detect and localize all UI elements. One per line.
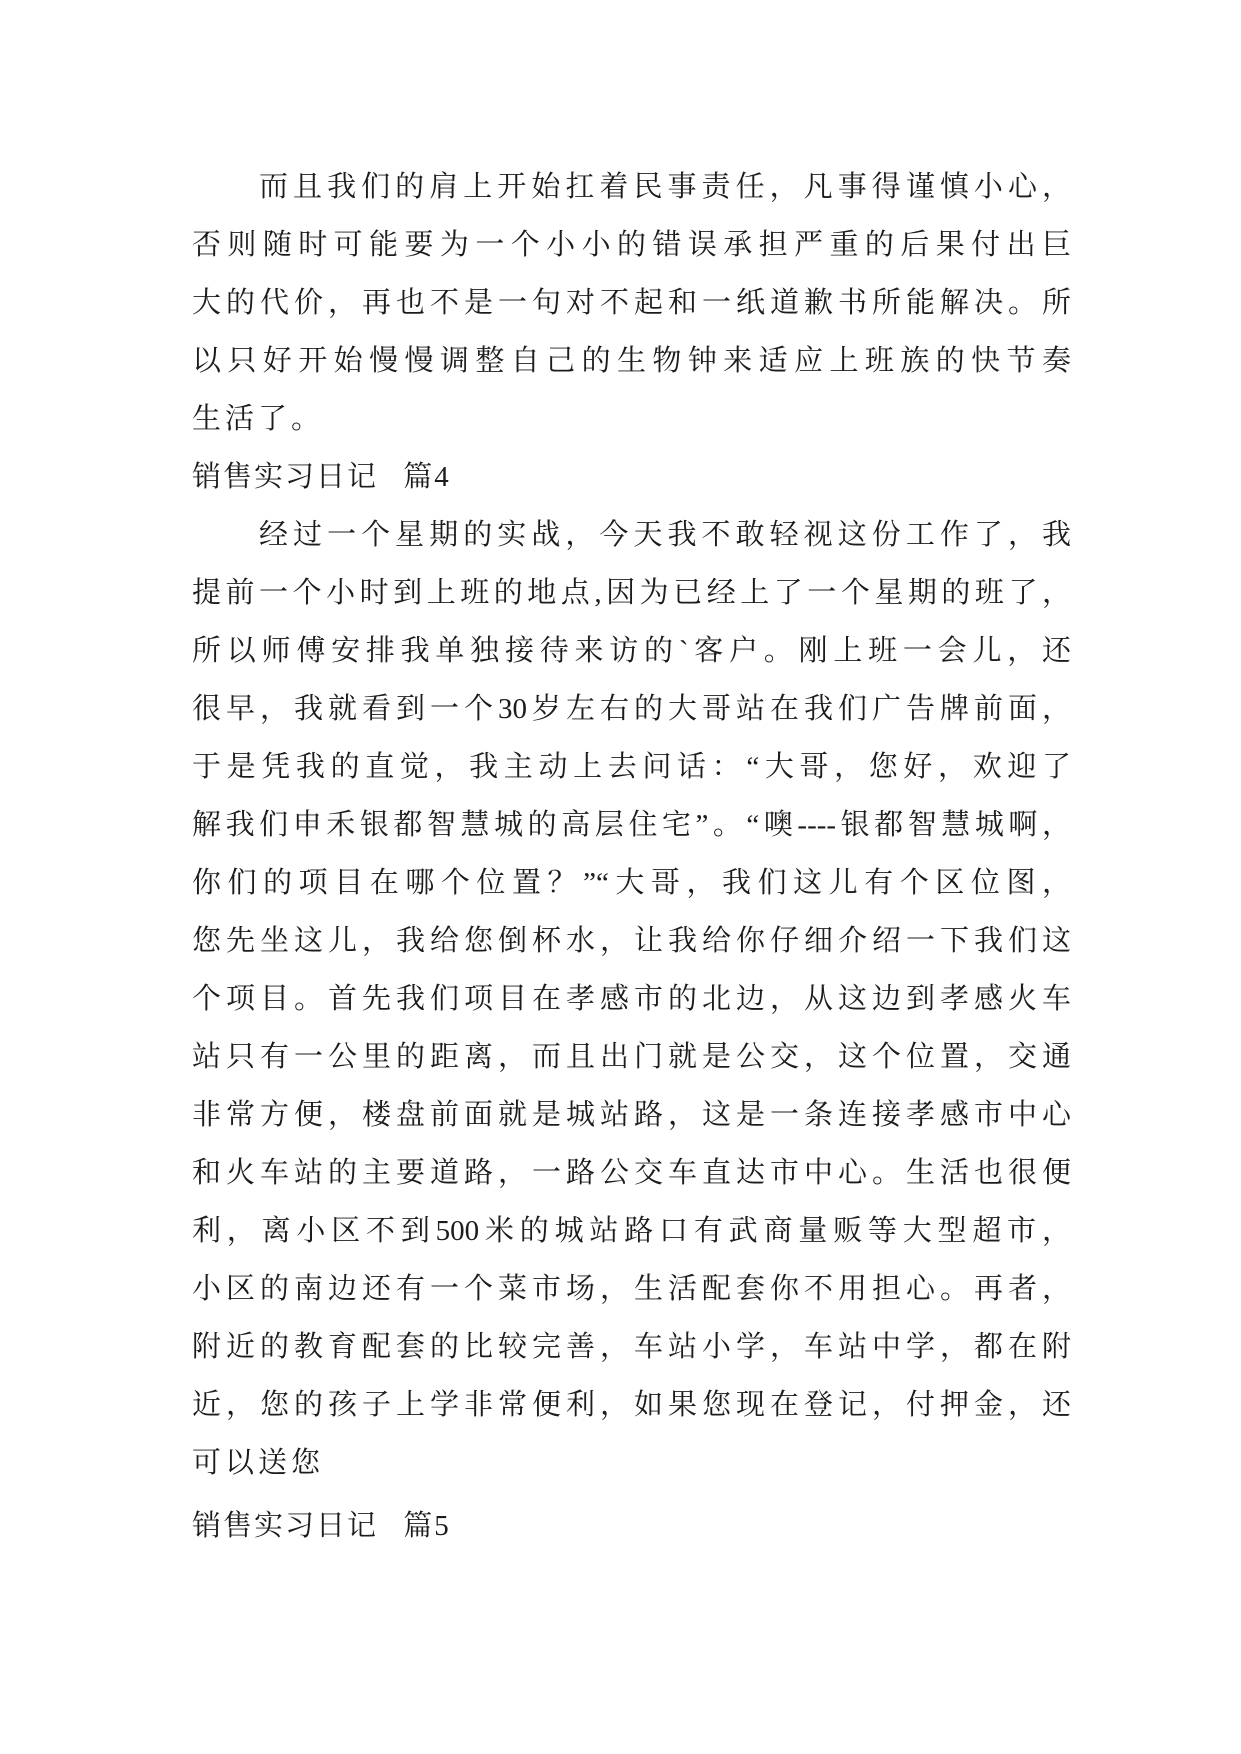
text-line: 经过一个星期的实战，今天我不敢轻视这份工作了，我 <box>259 519 1071 551</box>
text-line: 站只有一公里的距离，而且出门就是公交，这个位置，交通 <box>192 1041 1071 1073</box>
paragraph <box>192 158 1071 448</box>
text-line: 利，离小区不到500米的城站路口有武商量贩等大型超市， <box>192 1215 1071 1247</box>
text-line: 而且我们的肩上开始扛着民事责任，凡事得谨慎小心， <box>259 171 1071 203</box>
text-line: 非常方便，楼盘前面就是城站路，这是一条连接孝感市中心 <box>192 1099 1071 1131</box>
text-line: 生活了。 <box>192 403 325 435</box>
text-line: 你们的项目在哪个位置？”“大哥，我们这儿有个区位图， <box>192 867 1071 899</box>
text-line: 可以送您 <box>192 1447 325 1479</box>
text-line: 于是凭我的直觉，我主动上去问话：“大哥，您好，欢迎了 <box>192 751 1071 783</box>
section-heading: 销售实习日记 篇5 <box>192 1510 451 1542</box>
text-line: 小区的南边还有一个菜市场，生活配套你不用担心。再者， <box>192 1273 1071 1305</box>
text-line: 很早，我就看到一个30岁左右的大哥站在我们广告牌前面， <box>192 693 1071 725</box>
text-line: 所以师傅安排我单独接待来访的`客户。刚上班一会儿，还 <box>192 635 1071 667</box>
text-line: 大的代价，再也不是一句对不起和一纸道歉书所能解决。所 <box>192 287 1071 319</box>
text-line: 提前一个小时到上班的地点,因为已经上了一个星期的班了， <box>192 577 1071 609</box>
text-line: 附近的教育配套的比较完善，车站小学，车站中学，都在附 <box>192 1331 1071 1363</box>
text-line: 近，您的孩子上学非常便利，如果您现在登记，付押金，还 <box>192 1389 1071 1421</box>
text-line: 以只好开始慢慢调整自己的生物钟来适应上班族的快节奏 <box>192 345 1071 377</box>
text-line: 个项目。首先我们项目在孝感市的北边，从这边到孝感火车 <box>192 983 1071 1015</box>
text-line: 您先坐这儿，我给您倒杯水，让我给你仔细介绍一下我们这 <box>192 925 1071 957</box>
text-line: 解我们申禾银都智慧城的高层住宅”。“噢----银都智慧城啊， <box>192 809 1071 841</box>
section-heading: 销售实习日记 篇4 <box>192 461 451 493</box>
paragraph <box>192 506 1071 1492</box>
text-line: 和火车站的主要道路，一路公交车直达市中心。生活也很便 <box>192 1157 1071 1189</box>
document-body <box>192 158 1071 1555</box>
text-line: 否则随时可能要为一个小小的错误承担严重的后果付出巨 <box>192 229 1071 261</box>
